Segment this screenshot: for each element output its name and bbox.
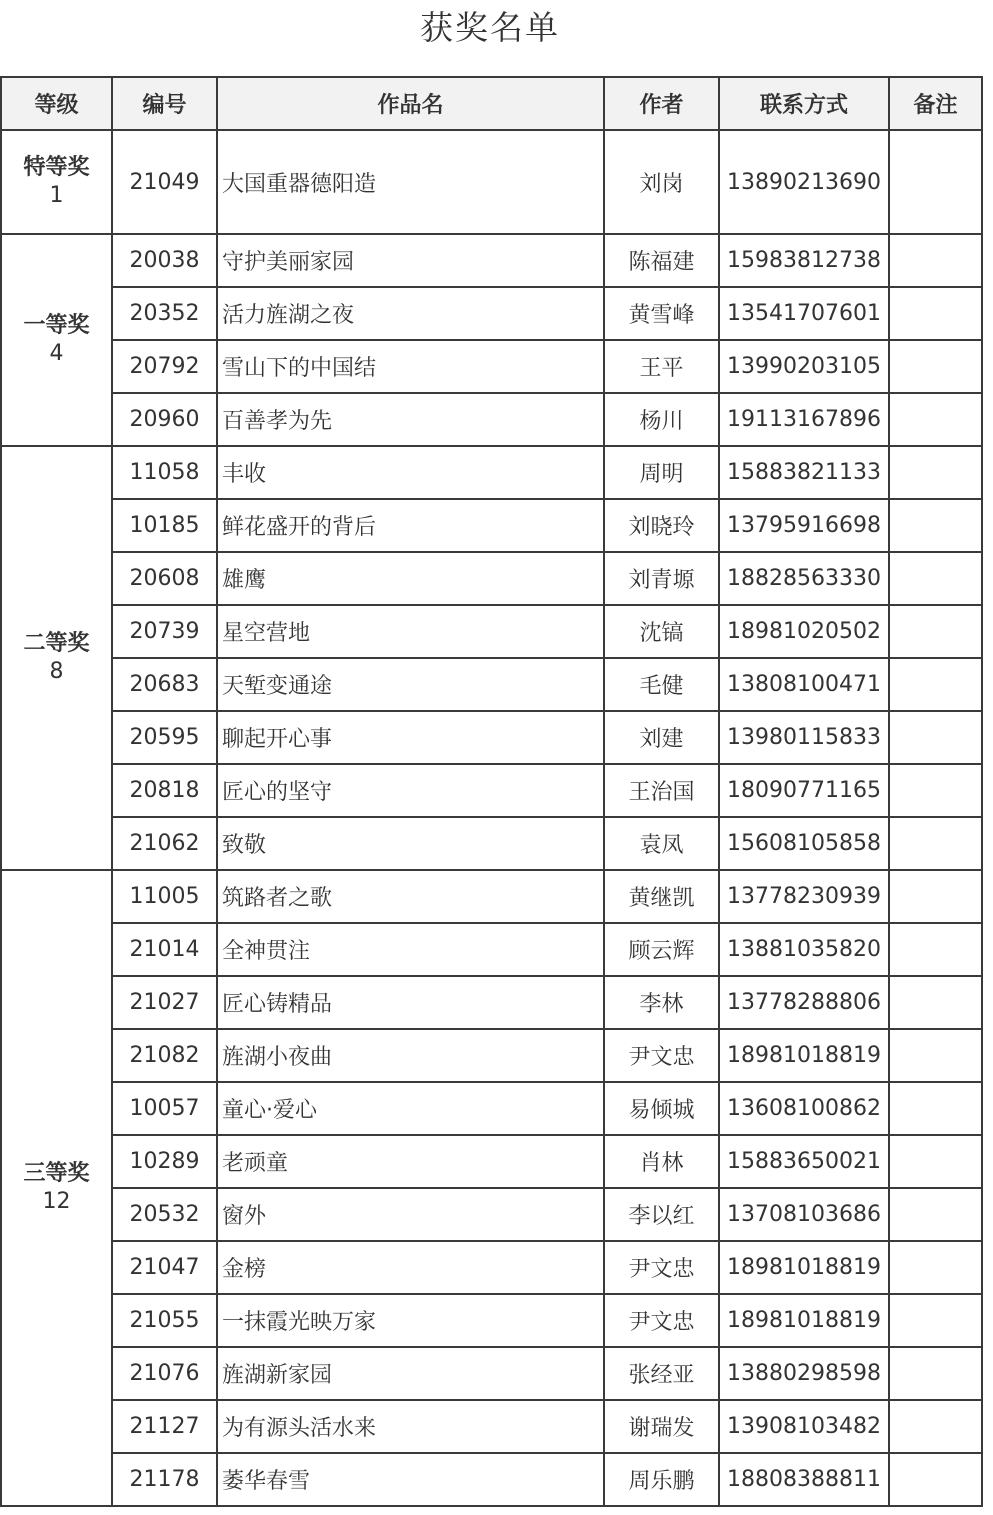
table-row bbox=[1, 1453, 982, 1506]
work-title-cell: 金榜 bbox=[217, 1241, 604, 1294]
phone-cell: 13990203105 bbox=[719, 340, 889, 393]
author-cell: 易倾城 bbox=[604, 1082, 719, 1135]
work-title-cell: 为有源头活水来 bbox=[217, 1400, 604, 1453]
table-row bbox=[1, 870, 982, 923]
entry-id-cell: 21014 bbox=[112, 923, 217, 976]
work-title-cell: 鲜花盛开的背后 bbox=[217, 499, 604, 552]
phone-cell: 18981018819 bbox=[719, 1294, 889, 1347]
awards-table bbox=[0, 76, 983, 1507]
header-row bbox=[1, 77, 982, 130]
phone-cell: 19113167896 bbox=[719, 393, 889, 446]
work-title-cell: 匠心的坚守 bbox=[217, 764, 604, 817]
header-id: 编号 bbox=[112, 77, 217, 130]
table-row bbox=[1, 817, 982, 870]
entry-id-cell: 20818 bbox=[112, 764, 217, 817]
author-cell: 顾云辉 bbox=[604, 923, 719, 976]
work-title-cell: 萎华春雪 bbox=[217, 1453, 604, 1506]
phone-cell: 18981020502 bbox=[719, 605, 889, 658]
entry-id-cell: 21049 bbox=[112, 130, 217, 234]
entry-id-cell: 11005 bbox=[112, 870, 217, 923]
award-level-name: 一等奖 bbox=[23, 313, 90, 338]
work-title-cell: 旌湖新家园 bbox=[217, 1347, 604, 1400]
table-row bbox=[1, 658, 982, 711]
work-title-cell: 致敬 bbox=[217, 817, 604, 870]
entry-id-cell: 20595 bbox=[112, 711, 217, 764]
author-cell: 张经亚 bbox=[604, 1347, 719, 1400]
note-cell bbox=[889, 923, 982, 976]
phone-cell: 13778288806 bbox=[719, 976, 889, 1029]
note-cell bbox=[889, 976, 982, 1029]
phone-cell: 13541707601 bbox=[719, 287, 889, 340]
note-cell bbox=[889, 1347, 982, 1400]
note-cell bbox=[889, 287, 982, 340]
table-row bbox=[1, 1082, 982, 1135]
award-level-count: 12 bbox=[42, 1189, 71, 1214]
entry-id-cell: 20038 bbox=[112, 234, 217, 287]
table-row bbox=[1, 976, 982, 1029]
table-row bbox=[1, 446, 982, 499]
entry-id-cell: 20739 bbox=[112, 605, 217, 658]
note-cell bbox=[889, 393, 982, 446]
table-body bbox=[1, 130, 982, 1506]
phone-cell: 13608100862 bbox=[719, 1082, 889, 1135]
work-title-cell: 大国重器德阳造 bbox=[217, 130, 604, 234]
entry-id-cell: 21062 bbox=[112, 817, 217, 870]
table-row bbox=[1, 552, 982, 605]
entry-id-cell: 20532 bbox=[112, 1188, 217, 1241]
work-title-cell: 天堑变通途 bbox=[217, 658, 604, 711]
header-note: 备注 bbox=[889, 77, 982, 130]
work-title-cell: 守护美丽家园 bbox=[217, 234, 604, 287]
note-cell bbox=[889, 340, 982, 393]
note-cell bbox=[889, 234, 982, 287]
header-phone: 联系方式 bbox=[719, 77, 889, 130]
work-title-cell: 活力旌湖之夜 bbox=[217, 287, 604, 340]
note-cell bbox=[889, 552, 982, 605]
award-level-name: 特等奖 bbox=[23, 155, 90, 180]
table-row bbox=[1, 923, 982, 976]
note-cell bbox=[889, 446, 982, 499]
table-row bbox=[1, 1188, 982, 1241]
work-title-cell: 一抹霞光映万家 bbox=[217, 1294, 604, 1347]
award-level-cell bbox=[1, 130, 112, 234]
phone-cell: 15883821133 bbox=[719, 446, 889, 499]
author-cell: 袁凤 bbox=[604, 817, 719, 870]
entry-id-cell: 21047 bbox=[112, 1241, 217, 1294]
work-title-cell: 匠心铸精品 bbox=[217, 976, 604, 1029]
entry-id-cell: 21127 bbox=[112, 1400, 217, 1453]
entry-id-cell: 20792 bbox=[112, 340, 217, 393]
phone-cell: 13778230939 bbox=[719, 870, 889, 923]
table-row bbox=[1, 287, 982, 340]
table-row bbox=[1, 711, 982, 764]
table-row bbox=[1, 1294, 982, 1347]
work-title-cell: 聊起开心事 bbox=[217, 711, 604, 764]
entry-id-cell: 21055 bbox=[112, 1294, 217, 1347]
entry-id-cell: 10289 bbox=[112, 1135, 217, 1188]
entry-id-cell: 21027 bbox=[112, 976, 217, 1029]
phone-cell: 13890213690 bbox=[719, 130, 889, 234]
table-row bbox=[1, 1029, 982, 1082]
table-row bbox=[1, 764, 982, 817]
phone-cell: 18828563330 bbox=[719, 552, 889, 605]
header-author: 作者 bbox=[604, 77, 719, 130]
author-cell: 杨川 bbox=[604, 393, 719, 446]
award-level-count: 4 bbox=[49, 341, 64, 366]
note-cell bbox=[889, 130, 982, 234]
phone-cell: 18090771165 bbox=[719, 764, 889, 817]
phone-cell: 13980115833 bbox=[719, 711, 889, 764]
note-cell bbox=[889, 1135, 982, 1188]
note-cell bbox=[889, 1241, 982, 1294]
author-cell: 刘晓玲 bbox=[604, 499, 719, 552]
note-cell bbox=[889, 499, 982, 552]
table-row bbox=[1, 393, 982, 446]
note-cell bbox=[889, 1294, 982, 1347]
note-cell bbox=[889, 817, 982, 870]
note-cell bbox=[889, 870, 982, 923]
entry-id-cell: 10057 bbox=[112, 1082, 217, 1135]
author-cell: 肖林 bbox=[604, 1135, 719, 1188]
phone-cell: 15883650021 bbox=[719, 1135, 889, 1188]
table-row bbox=[1, 340, 982, 393]
note-cell bbox=[889, 658, 982, 711]
phone-cell: 18808388811 bbox=[719, 1453, 889, 1506]
author-cell: 毛健 bbox=[604, 658, 719, 711]
work-title-cell: 旌湖小夜曲 bbox=[217, 1029, 604, 1082]
author-cell: 李林 bbox=[604, 976, 719, 1029]
entry-id-cell: 10185 bbox=[112, 499, 217, 552]
table-row bbox=[1, 1400, 982, 1453]
award-level-name: 三等奖 bbox=[23, 1161, 90, 1186]
table-row bbox=[1, 130, 982, 234]
author-cell: 尹文忠 bbox=[604, 1294, 719, 1347]
note-cell bbox=[889, 1188, 982, 1241]
phone-cell: 15608105858 bbox=[719, 817, 889, 870]
phone-cell: 13808100471 bbox=[719, 658, 889, 711]
award-level-count: 8 bbox=[49, 659, 64, 684]
entry-id-cell: 20960 bbox=[112, 393, 217, 446]
work-title-cell: 老顽童 bbox=[217, 1135, 604, 1188]
table-row bbox=[1, 605, 982, 658]
note-cell bbox=[889, 711, 982, 764]
entry-id-cell: 20352 bbox=[112, 287, 217, 340]
note-cell bbox=[889, 1400, 982, 1453]
author-cell: 李以红 bbox=[604, 1188, 719, 1241]
table-row bbox=[1, 1241, 982, 1294]
note-cell bbox=[889, 605, 982, 658]
work-title-cell: 雪山下的中国结 bbox=[217, 340, 604, 393]
author-cell: 黄继凯 bbox=[604, 870, 719, 923]
table-row bbox=[1, 234, 982, 287]
phone-cell: 18981018819 bbox=[719, 1029, 889, 1082]
table-row bbox=[1, 499, 982, 552]
phone-cell: 13881035820 bbox=[719, 923, 889, 976]
phone-cell: 15983812738 bbox=[719, 234, 889, 287]
note-cell bbox=[889, 1029, 982, 1082]
work-title-cell: 窗外 bbox=[217, 1188, 604, 1241]
work-title-cell: 筑路者之歌 bbox=[217, 870, 604, 923]
author-cell: 尹文忠 bbox=[604, 1241, 719, 1294]
work-title-cell: 百善孝为先 bbox=[217, 393, 604, 446]
entry-id-cell: 11058 bbox=[112, 446, 217, 499]
page-title: 获奖名单 bbox=[420, 8, 560, 47]
note-cell bbox=[889, 1082, 982, 1135]
author-cell: 刘岗 bbox=[604, 130, 719, 234]
award-level-name: 二等奖 bbox=[23, 631, 90, 656]
entry-id-cell: 20608 bbox=[112, 552, 217, 605]
entry-id-cell: 21178 bbox=[112, 1453, 217, 1506]
author-cell: 谢瑞发 bbox=[604, 1400, 719, 1453]
award-level-count: 1 bbox=[49, 183, 64, 208]
author-cell: 王治国 bbox=[604, 764, 719, 817]
author-cell: 周乐鹏 bbox=[604, 1453, 719, 1506]
table-row bbox=[1, 1135, 982, 1188]
author-cell: 黄雪峰 bbox=[604, 287, 719, 340]
work-title-cell: 全神贯注 bbox=[217, 923, 604, 976]
award-level-cell bbox=[1, 870, 112, 1506]
phone-cell: 13880298598 bbox=[719, 1347, 889, 1400]
note-cell bbox=[889, 1453, 982, 1506]
author-cell: 王平 bbox=[604, 340, 719, 393]
author-cell: 尹文忠 bbox=[604, 1029, 719, 1082]
table-row bbox=[1, 1347, 982, 1400]
phone-cell: 13708103686 bbox=[719, 1188, 889, 1241]
author-cell: 陈福建 bbox=[604, 234, 719, 287]
header-level: 等级 bbox=[1, 77, 112, 130]
work-title-cell: 星空营地 bbox=[217, 605, 604, 658]
note-cell bbox=[889, 764, 982, 817]
work-title-cell: 童心·爱心 bbox=[217, 1082, 604, 1135]
author-cell: 沈镐 bbox=[604, 605, 719, 658]
author-cell: 刘建 bbox=[604, 711, 719, 764]
phone-cell: 13908103482 bbox=[719, 1400, 889, 1453]
award-level-cell bbox=[1, 446, 112, 870]
phone-cell: 13795916698 bbox=[719, 499, 889, 552]
award-level-cell bbox=[1, 234, 112, 446]
work-title-cell: 丰收 bbox=[217, 446, 604, 499]
author-cell: 周明 bbox=[604, 446, 719, 499]
work-title-cell: 雄鹰 bbox=[217, 552, 604, 605]
phone-cell: 18981018819 bbox=[719, 1241, 889, 1294]
entry-id-cell: 21082 bbox=[112, 1029, 217, 1082]
entry-id-cell: 21076 bbox=[112, 1347, 217, 1400]
entry-id-cell: 20683 bbox=[112, 658, 217, 711]
header-work: 作品名 bbox=[217, 77, 604, 130]
author-cell: 刘青塬 bbox=[604, 552, 719, 605]
